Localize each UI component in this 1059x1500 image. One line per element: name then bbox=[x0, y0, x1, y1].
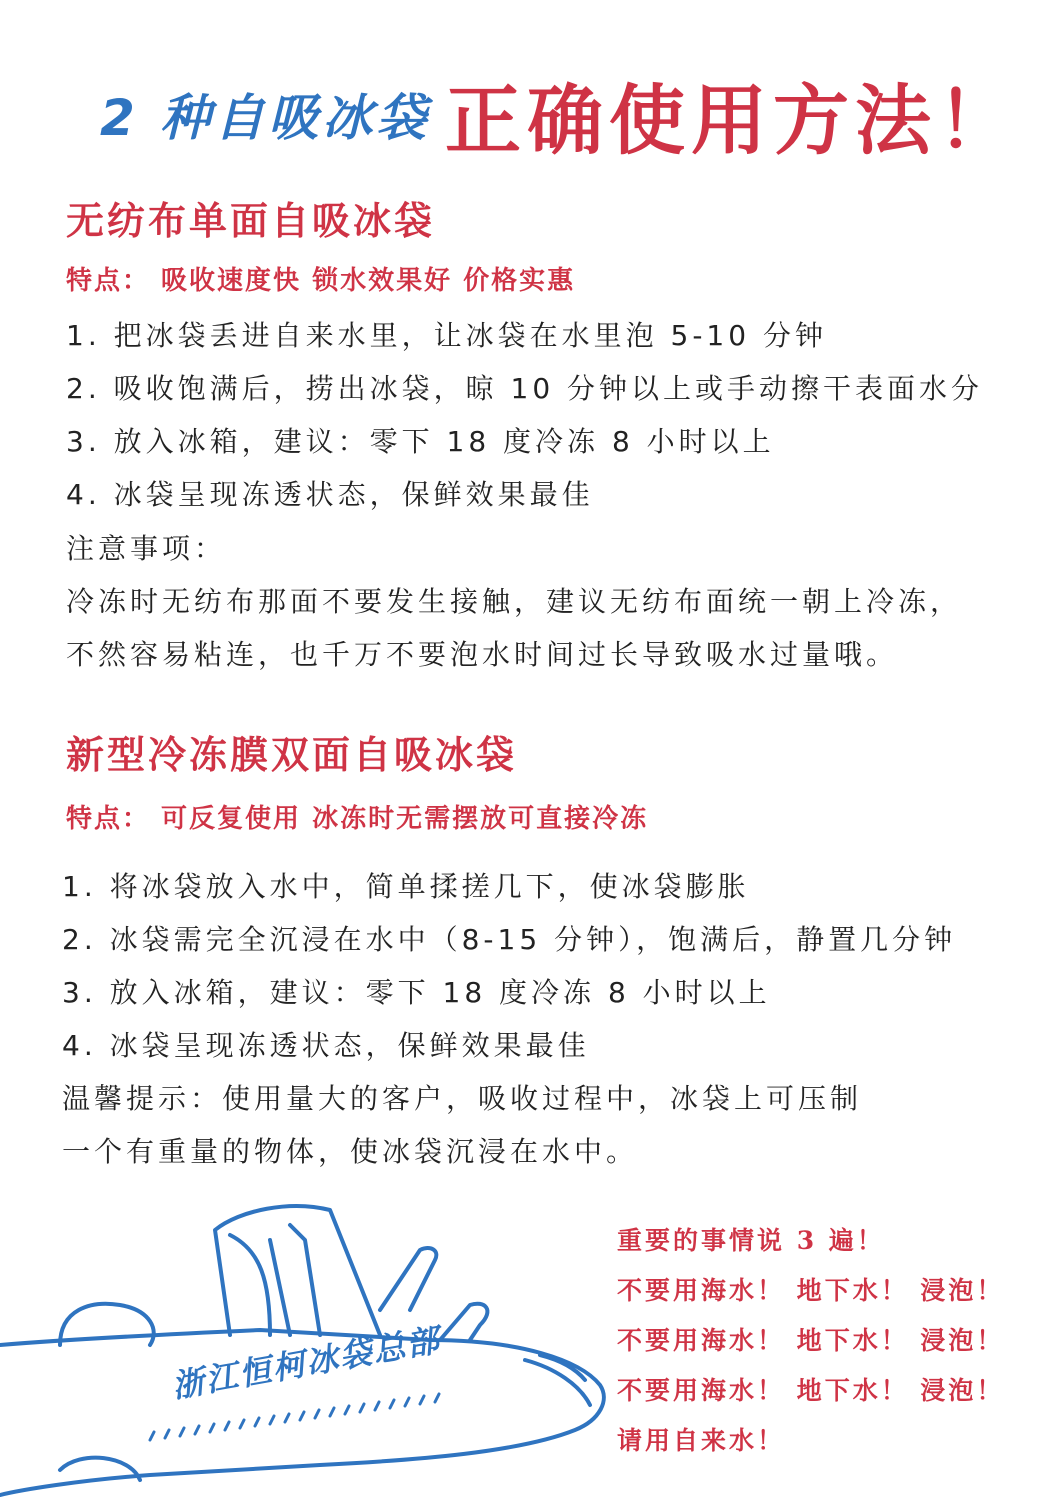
section1-note-label: 注意事项： bbox=[66, 532, 227, 565]
title-part-red: 正确使用方法！ bbox=[445, 76, 1019, 165]
notice-line-4: 不要用海水！ 地下水！ 浸泡！ bbox=[617, 1376, 1005, 1405]
section2-step-2: 2. 冰袋需完全沉浸在水中（8-15 分钟），饱满后，静置几分钟 bbox=[62, 923, 957, 956]
section2-step-1: 1. 将冰袋放入水中，简单揉搓几下，使冰袋膨胀 bbox=[62, 870, 750, 903]
notice-line-5: 请用自来水！ bbox=[617, 1426, 786, 1455]
section2-tip-line-2: 一个有重量的物体，使冰袋沉浸在水中。 bbox=[62, 1135, 639, 1168]
plane-label: 浙江恒柯冰袋总部 bbox=[169, 1320, 444, 1406]
section2-step-3: 3. 放入冰箱，建议：零下 18 度冷冻 8 小时以上 bbox=[62, 976, 771, 1009]
section1-note-line-1: 冷冻时无纺布那面不要发生接触，建议无纺布面统一朝上冷冻， bbox=[66, 585, 963, 618]
section2-title: 新型冷冻膜双面自吸冰袋 bbox=[66, 732, 518, 777]
section2-tip-line-1: 温馨提示：使用量大的客户，吸收过程中，冰袋上可压制 bbox=[62, 1082, 863, 1115]
section1-title: 无纺布单面自吸冰袋 bbox=[66, 198, 436, 243]
section1-step-3: 3. 放入冰箱，建议：零下 18 度冷冻 8 小时以上 bbox=[66, 425, 775, 458]
notice-line-2: 不要用海水！ 地下水！ 浸泡！ bbox=[617, 1276, 1005, 1305]
section1-note-line-2: 不然容易粘连，也千万不要泡水时间过长导致吸水过量哦。 bbox=[66, 638, 899, 671]
section1-step-4: 4. 冰袋呈现冻透状态，保鲜效果最佳 bbox=[66, 478, 594, 511]
section1-step-1: 1. 把冰袋丢进自来水里，让冰袋在水里泡 5-10 分钟 bbox=[66, 319, 827, 352]
notice-line-1: 重要的事情说 3 遍！ bbox=[617, 1226, 885, 1255]
title-part-blue: 2 种自吸冰袋 bbox=[100, 89, 431, 147]
section2-features: 特点： 可反复使用 冰冻时无需摆放可直接冷冻 bbox=[66, 804, 649, 834]
section2-step-4: 4. 冰袋呈现冻透状态，保鲜效果最佳 bbox=[62, 1029, 590, 1062]
section1-step-2: 2. 吸收饱满后，捞出冰袋，晾 10 分钟以上或手动擦干表面水分 bbox=[66, 372, 984, 405]
section1-features: 特点： 吸收速度快 锁水效果好 价格实惠 bbox=[66, 266, 576, 296]
notice-line-3: 不要用海水！ 地下水！ 浸泡！ bbox=[617, 1326, 1005, 1355]
